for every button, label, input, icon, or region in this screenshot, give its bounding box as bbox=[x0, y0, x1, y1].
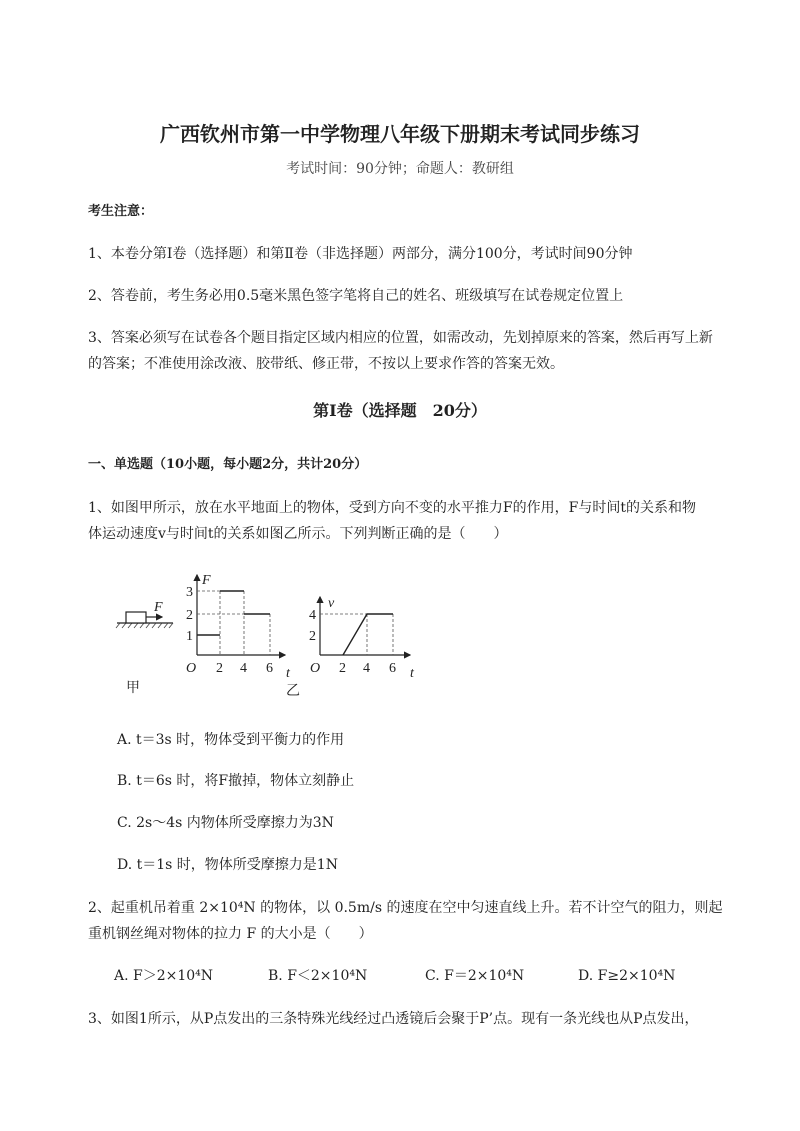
question-3-text: 3、如图1所示，从P点发出的三条特殊光线经过凸透镜后会聚于P’点。现有一条光线也从P点发出， bbox=[88, 1011, 699, 1027]
question-2-option-c[interactable]: C. F＝2×10⁴N bbox=[425, 968, 525, 984]
t-tick-label: 4 bbox=[240, 661, 247, 676]
t-tick-label: 2 bbox=[216, 661, 223, 676]
question-1-figure bbox=[110, 565, 420, 700]
page-title: 广西钦州市第一中学物理八年级下册期末考试同步练习 bbox=[160, 122, 640, 146]
question-1-option-b[interactable]: B. t＝6s 时，将F撤掉，物体立刻静止 bbox=[117, 773, 355, 789]
block-diagram bbox=[116, 600, 173, 696]
t-tick-label: 4 bbox=[363, 661, 370, 676]
t-tick-label: 6 bbox=[389, 661, 396, 676]
v-tick-label: 4 bbox=[309, 608, 316, 623]
velocity-time-graph bbox=[309, 596, 415, 681]
f-axis-label: F bbox=[202, 573, 211, 588]
question-1-text: 1、如图甲所示，放在水平地面上的物体，受到方向不变的水平推力F的作用，F与时间t的关系和物 bbox=[88, 500, 696, 516]
figure-label-yi: 乙 bbox=[286, 684, 300, 699]
question-2-option-b[interactable]: B. F＜2×10⁴N bbox=[268, 968, 368, 984]
question-1-option-c[interactable]: C. 2s～4s 内物体所受摩擦力为3N bbox=[117, 815, 334, 831]
notice-heading: 考生注意： bbox=[88, 204, 154, 219]
force-time-graph bbox=[186, 573, 300, 699]
question-1-option-d[interactable]: D. t＝1s 时，物体所受摩擦力是1N bbox=[117, 857, 338, 873]
v-axis-label: v bbox=[328, 596, 335, 611]
figure-label-jia: 甲 bbox=[126, 681, 140, 696]
notice-item: 2、答卷前，考生务必用0.5毫米黑色签字笔将自己的姓名、班级填写在试卷规定位置上 bbox=[88, 288, 624, 304]
t-axis-label: t bbox=[286, 666, 290, 681]
notice-item: 1、本卷分第I卷（选择题）和第Ⅱ卷（非选择题）两部分，满分100分，考试时间90分钟 bbox=[88, 246, 633, 262]
notice-item: 的答案；不准使用涂改液、胶带纸、修正带，不按以上要求作答的答案无效。 bbox=[88, 356, 564, 372]
notice-item: 3、答案必须写在试卷各个题目指定区域内相应的位置，如需改动，先划掉原来的答案，然后再写上新 bbox=[88, 330, 713, 346]
section-title: 第I卷（选择题 20分） bbox=[313, 401, 487, 420]
question-2-text: 2、起重机吊着重 2×10⁴N 的物体，以 0.5m/s 的速度在空中匀速直线上升。若不计空气的阻力，则起 bbox=[88, 900, 723, 916]
question-2-option-d[interactable]: D. F≥2×10⁴N bbox=[578, 968, 676, 984]
f-tick-label: 2 bbox=[186, 608, 193, 623]
question-1-text: 体运动速度v与时间t的关系如图乙所示。下列判断正确的是（ ） bbox=[88, 526, 508, 542]
v-tick-label: 2 bbox=[309, 629, 316, 644]
velocity-line bbox=[343, 614, 393, 655]
origin-label: O bbox=[186, 661, 197, 676]
part-heading: 一、单选题（10小题，每小题2分，共计20分） bbox=[88, 457, 368, 472]
t-tick-label: 2 bbox=[339, 661, 346, 676]
t-axis-label: t bbox=[410, 666, 414, 681]
question-2-text: 重机钢丝绳对物体的拉力 F 的大小是（ ） bbox=[88, 926, 373, 942]
f-tick-label: 1 bbox=[186, 629, 193, 644]
question-2-option-a[interactable]: A. F＞2×10⁴N bbox=[114, 968, 214, 984]
force-label: F bbox=[154, 600, 163, 615]
exam-info: 考试时间：90分钟；命题人：教研组 bbox=[286, 161, 514, 177]
t-tick-label: 6 bbox=[266, 661, 273, 676]
origin-label: O bbox=[310, 661, 321, 676]
question-1-option-a[interactable]: A. t＝3s 时，物体受到平衡力的作用 bbox=[117, 732, 345, 748]
f-tick-label: 3 bbox=[186, 585, 193, 600]
